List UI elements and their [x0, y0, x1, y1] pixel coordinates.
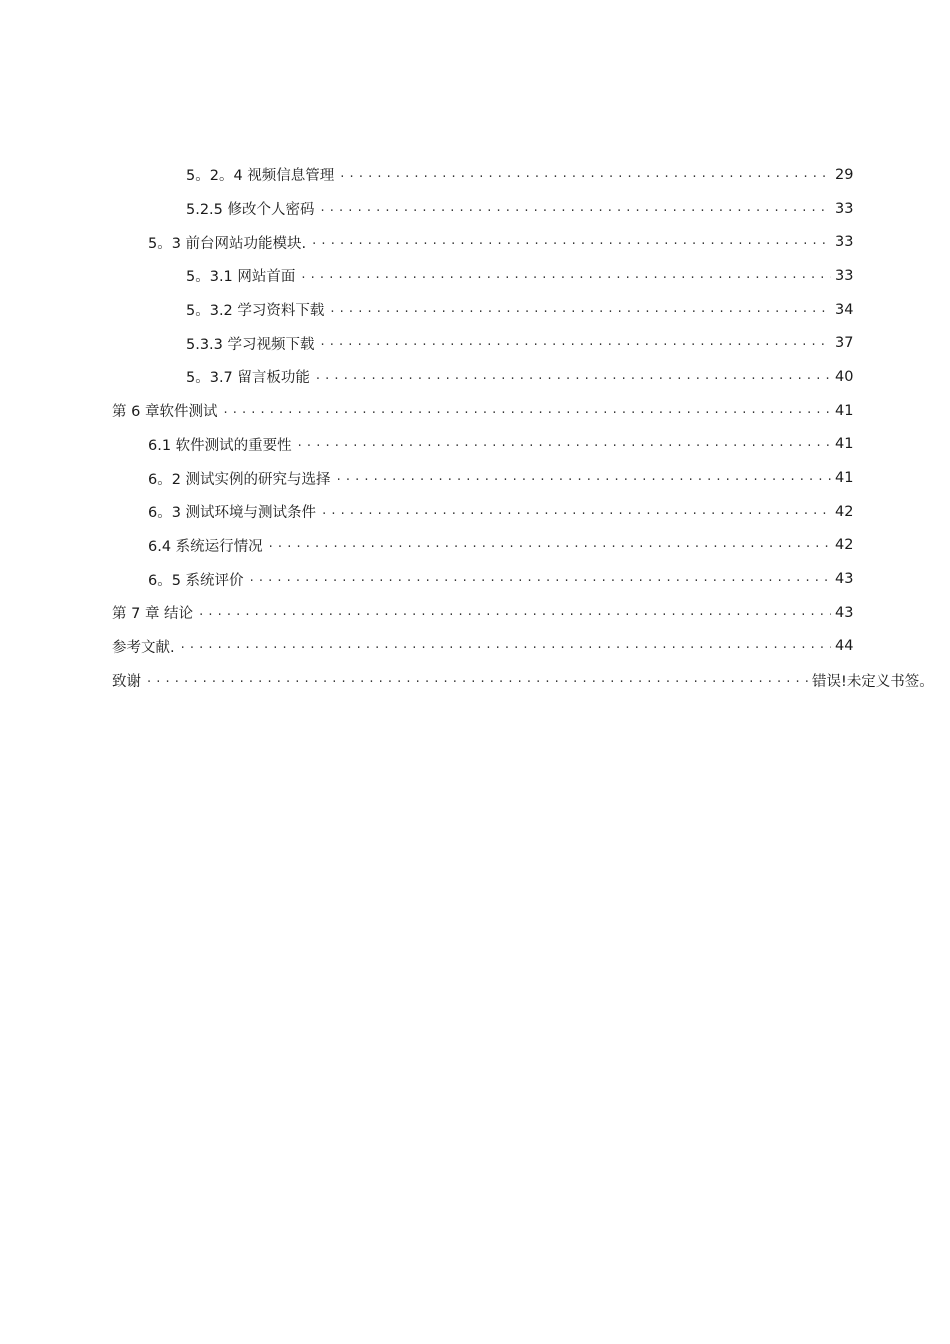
- toc-entry[interactable]: [0, 562, 950, 596]
- toc-entry-page: [835, 234, 950, 250]
- toc-dot-leader: [269, 537, 831, 553]
- toc-entry-page-number: 29: [835, 166, 854, 183]
- toc-dot-leader: [301, 268, 831, 284]
- toc-entry[interactable]: [0, 529, 950, 563]
- toc-entry-page-number: 错误!未定义书签。: [812, 673, 934, 690]
- toc-entry-title: 5。3.2 学习资料下载: [186, 299, 330, 320]
- toc-dot-leader: [250, 571, 831, 587]
- toc-entry-page: [835, 504, 950, 520]
- toc-entry-page-number: 41: [835, 436, 854, 453]
- toc-dot-leader: [199, 605, 831, 621]
- toc-entry-page: [835, 571, 950, 587]
- toc-dot-leader: [330, 302, 831, 318]
- toc-dot-leader: [298, 436, 831, 452]
- toc-entry[interactable]: [0, 192, 950, 226]
- toc-dot-leader: [322, 504, 831, 520]
- toc-dot-leader: [223, 403, 831, 419]
- toc-dot-leader: [321, 335, 831, 351]
- toc-dot-leader: [147, 672, 808, 688]
- toc-entry-title: 第 6 章软件测试: [112, 400, 223, 421]
- toc-entry-title: 5.2.5 修改个人密码: [186, 198, 321, 219]
- toc-entry-page-number: 43: [835, 604, 854, 621]
- toc-entry-title: 6。3 测试环境与测试条件: [148, 501, 322, 522]
- toc-entry-page-number: 43: [835, 571, 854, 588]
- toc-entry-page: [835, 302, 950, 318]
- toc-entry-title: 6.4 系统运行情况: [148, 535, 269, 556]
- toc-entry-title: 5。3 前台网站功能模块.: [148, 232, 312, 253]
- toc-entry[interactable]: [0, 461, 950, 495]
- toc-entry[interactable]: [0, 428, 950, 462]
- toc-entry-page-number: 33: [835, 200, 854, 217]
- toc-entry[interactable]: [0, 225, 950, 259]
- toc-entry-page: [835, 335, 950, 351]
- toc-entry[interactable]: [0, 663, 950, 697]
- toc-entry-page-number: 37: [835, 335, 854, 352]
- toc-entry-title: 5.3.3 学习视频下载: [186, 333, 321, 354]
- toc-entry[interactable]: [0, 596, 950, 630]
- toc-entry-page: [835, 470, 950, 486]
- toc-entry-page-number: 34: [835, 301, 854, 318]
- toc-dot-leader: [321, 201, 831, 217]
- toc-entry-page: [835, 268, 950, 284]
- table-of-contents: [0, 158, 950, 697]
- toc-entry-title: 致谢: [112, 670, 147, 691]
- toc-entry-page: [835, 167, 950, 183]
- toc-entry[interactable]: [0, 630, 950, 664]
- toc-entry-page-number: 41: [835, 470, 854, 487]
- toc-entry[interactable]: [0, 495, 950, 529]
- toc-entry[interactable]: [0, 293, 950, 327]
- toc-entry-title: 5。2。4 视频信息管理: [186, 164, 340, 185]
- toc-entry[interactable]: [0, 259, 950, 293]
- toc-entry-title: 5。3.1 网站首面: [186, 265, 301, 286]
- toc-entry-page-number: 42: [835, 537, 854, 554]
- toc-entry-page: [835, 605, 950, 621]
- toc-entry-page: [835, 537, 950, 553]
- toc-entry-page: [835, 436, 950, 452]
- toc-entry-page-number: 40: [835, 368, 854, 385]
- toc-entry[interactable]: [0, 360, 950, 394]
- toc-entry[interactable]: [0, 326, 950, 360]
- toc-entry-title: 6。2 测试实例的研究与选择: [148, 468, 337, 489]
- toc-entry[interactable]: [0, 394, 950, 428]
- toc-dot-leader: [340, 167, 831, 183]
- toc-entry-title: 6。5 系统评价: [148, 569, 250, 590]
- toc-dot-leader: [312, 234, 831, 250]
- toc-entry-title: 5。3.7 留言板功能: [186, 366, 316, 387]
- toc-entry-page: [835, 403, 950, 419]
- toc-entry-page: [812, 670, 950, 691]
- toc-entry-page-number: 33: [835, 234, 854, 251]
- toc-entry-title: 第 7 章 结论: [112, 602, 199, 623]
- toc-dot-leader: [316, 369, 831, 385]
- toc-entry-page: [835, 638, 950, 654]
- toc-entry-page-number: 42: [835, 503, 854, 520]
- toc-entry-page-number: 44: [835, 638, 854, 655]
- toc-entry-page: [835, 201, 950, 217]
- toc-entry-page: [835, 369, 950, 385]
- toc-entry-page-number: 33: [835, 267, 854, 284]
- toc-dot-leader: [337, 470, 831, 486]
- toc-entry-title: 6.1 软件测试的重要性: [148, 434, 298, 455]
- toc-dot-leader: [181, 638, 831, 654]
- toc-entry-page-number: 41: [835, 402, 854, 419]
- toc-entry-title: 参考文献.: [112, 636, 181, 657]
- toc-entry[interactable]: [0, 158, 950, 192]
